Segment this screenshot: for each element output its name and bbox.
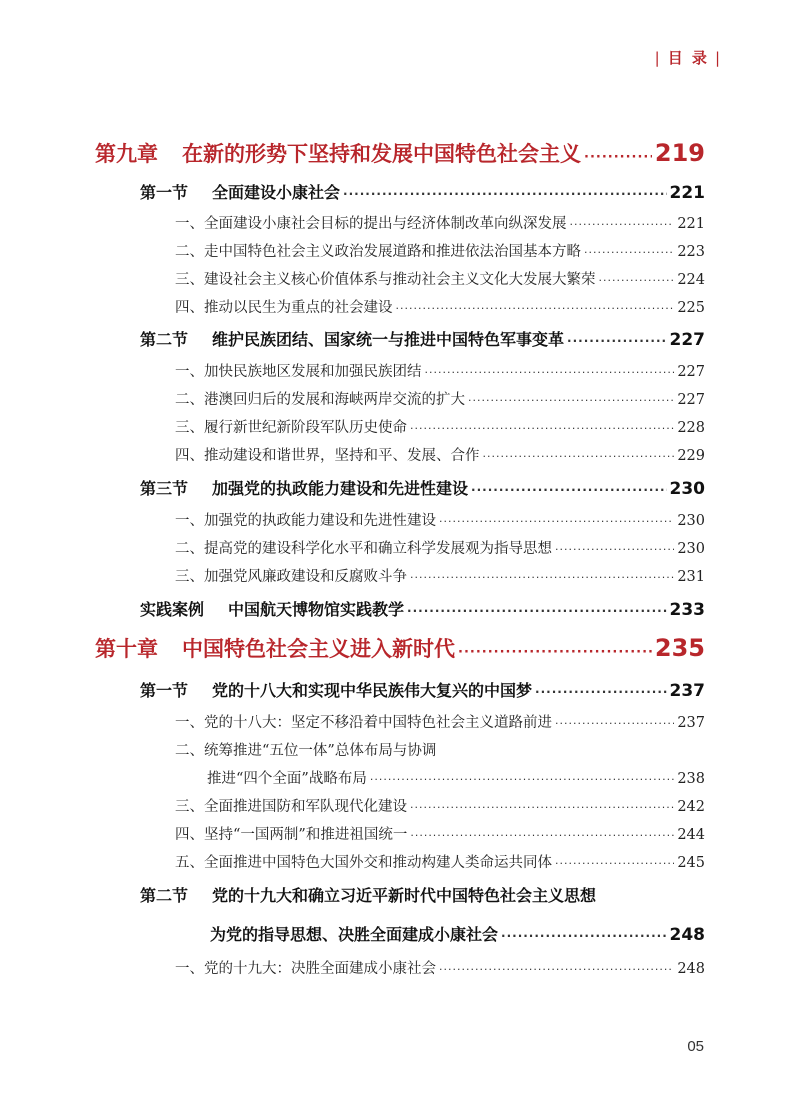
- item-title: 一、党的十八大：坚定不移沿着中国特色社会主义道路前进: [175, 715, 552, 731]
- item-entry[interactable]: [0, 795, 800, 816]
- section-title-line2: 为党的指导思想、决胜全面建成小康社会: [210, 925, 499, 944]
- section-entry[interactable]: [0, 922, 800, 945]
- section-entry[interactable]: [0, 678, 800, 701]
- leader-dots: [471, 483, 666, 497]
- leader-dots: [410, 571, 674, 584]
- leader-dots: [410, 801, 674, 814]
- item-page: 224: [677, 272, 705, 288]
- item-entry[interactable]: [0, 388, 800, 409]
- item-title: 二、走中国特色社会主义政治发展道路和推进依法治国基本方略: [175, 244, 581, 260]
- leader-dots: [407, 604, 666, 618]
- chapter-label: 第十章: [95, 637, 158, 661]
- item-title: 三、全面推进国防和军队现代化建设: [175, 799, 407, 815]
- item-page: 245: [677, 855, 705, 871]
- case-label: 实践案例: [140, 600, 205, 619]
- chapter-label: 第九章: [95, 142, 158, 166]
- item-page: 230: [677, 513, 705, 529]
- item-title: 推进“四个全面”战略布局: [207, 771, 367, 787]
- case-title: 中国航天博物馆实践教学: [228, 600, 405, 619]
- item-entry[interactable]: [0, 711, 800, 732]
- item-entry[interactable]: [0, 268, 800, 289]
- item-entry[interactable]: [0, 509, 800, 530]
- section-title: 加强党的执政能力建设和先进性建设: [212, 479, 469, 498]
- leader-dots: [570, 218, 675, 231]
- leader-dots: [555, 717, 674, 730]
- item-page: 242: [677, 799, 705, 815]
- leader-dots: [567, 334, 666, 348]
- item-page: 223: [677, 244, 705, 260]
- section-page: 227: [669, 330, 705, 350]
- section-title: 党的十八大和实现中华民族伟大复兴的中国梦: [212, 681, 533, 700]
- item-page: 227: [677, 364, 705, 380]
- header-mark: | 目 录 |: [654, 49, 722, 67]
- leader-dots: [483, 450, 675, 463]
- case-entry[interactable]: [0, 597, 800, 620]
- item-page: 248: [677, 961, 705, 977]
- section-heading-line1[interactable]: [140, 883, 596, 906]
- item-title: 二、港澳回归后的发展和海峡两岸交流的扩大: [175, 392, 465, 408]
- chapter-9-entry[interactable]: [0, 138, 800, 168]
- section-label: 第三节: [140, 479, 189, 498]
- item-title: 四、坚持“一国两制”和推进祖国统一: [175, 827, 408, 843]
- section-page: 248: [669, 925, 705, 945]
- leader-dots: [410, 829, 674, 842]
- item-page: 238: [677, 771, 705, 787]
- section-entry[interactable]: [0, 327, 800, 350]
- item-title: 五、全面推进中国特色大国外交和推动构建人类命运共同体: [175, 855, 552, 871]
- chapter-10-entry[interactable]: [0, 633, 800, 663]
- item-page: 231: [677, 569, 705, 585]
- section-title: 维护民族团结、国家统一与推进中国特色军事变革: [212, 330, 565, 349]
- item-title: 四、推动以民生为重点的社会建设: [175, 300, 393, 316]
- leader-dots: [396, 302, 675, 315]
- item-entry[interactable]: [0, 565, 800, 586]
- item-page: 244: [677, 827, 705, 843]
- item-entry[interactable]: [0, 851, 800, 872]
- item-page: 221: [677, 216, 705, 232]
- item-entry[interactable]: [0, 823, 800, 844]
- item-entry[interactable]: [0, 416, 800, 437]
- item-title-line1[interactable]: 二、统筹推进“五位一体”总体布局与协调: [175, 743, 437, 759]
- leader-dots: [599, 274, 675, 287]
- item-title: 三、建设社会主义核心价值体系与推动社会主义文化大发展大繁荣: [175, 272, 596, 288]
- item-title: 一、党的十九大：决胜全面建成小康社会: [175, 961, 436, 977]
- chapter-title: 中国特色社会主义进入新时代: [182, 637, 455, 661]
- item-title: 二、提高党的建设科学化水平和确立科学发展观为指导思想: [175, 541, 552, 557]
- item-entry[interactable]: [0, 360, 800, 381]
- chapter-title: 在新的形势下坚持和发展中国特色社会主义: [182, 142, 581, 166]
- item-title: 一、加强党的执政能力建设和先进性建设: [175, 513, 436, 529]
- section-entry[interactable]: [0, 180, 800, 203]
- section-label: 第一节: [140, 183, 189, 202]
- section-label: 第二节: [140, 330, 189, 349]
- leader-dots: [584, 246, 674, 259]
- header-label: 目 录: [667, 49, 709, 67]
- leader-dots: [425, 366, 675, 379]
- section-page: 237: [669, 681, 705, 701]
- leader-dots: [535, 685, 666, 699]
- section-label: 第一节: [140, 681, 189, 700]
- leader-dots: [370, 773, 674, 786]
- leader-dots: [501, 929, 666, 943]
- leader-dots: [439, 515, 674, 528]
- item-entry[interactable]: [0, 240, 800, 261]
- chapter-page: 235: [654, 634, 705, 662]
- item-entry[interactable]: [0, 767, 800, 788]
- leader-dots: [555, 857, 674, 870]
- item-entry[interactable]: [0, 212, 800, 233]
- leader-dots: [458, 645, 652, 660]
- item-title: 一、全面建设小康社会目标的提出与经济体制改革向纵深发展: [175, 216, 567, 232]
- chapter-page: 219: [654, 139, 705, 167]
- item-title: 四、推动建设和谐世界，坚持和平、发展、合作: [175, 448, 480, 464]
- item-page: 227: [677, 392, 705, 408]
- section-title: 党的十九大和确立习近平新时代中国特色社会主义思想: [212, 886, 597, 905]
- item-page: 225: [677, 300, 705, 316]
- leader-dots: [439, 963, 674, 976]
- item-page: 229: [677, 448, 705, 464]
- item-entry[interactable]: [0, 444, 800, 465]
- item-title: 三、加强党风廉政建设和反腐败斗争: [175, 569, 407, 585]
- section-title: 全面建设小康社会: [212, 183, 341, 202]
- item-page: 228: [677, 420, 705, 436]
- item-entry[interactable]: [0, 957, 800, 978]
- section-label: 第二节: [140, 886, 189, 905]
- leader-dots: [584, 150, 652, 165]
- leader-dots: [555, 543, 674, 556]
- item-page: 237: [677, 715, 705, 731]
- item-page: 230: [677, 541, 705, 557]
- item-title: 一、加快民族地区发展和加强民族团结: [175, 364, 422, 380]
- item-entry[interactable]: [0, 296, 800, 317]
- case-page: 233: [669, 600, 705, 620]
- section-entry[interactable]: [0, 476, 800, 499]
- item-title: 三、履行新世纪新阶段军队历史使命: [175, 420, 407, 436]
- leader-dots: [343, 187, 666, 201]
- leader-dots: [468, 394, 674, 407]
- page-number: 05: [687, 1038, 704, 1055]
- section-page: 221: [669, 183, 705, 203]
- section-page: 230: [669, 479, 705, 499]
- item-entry[interactable]: [0, 537, 800, 558]
- leader-dots: [410, 422, 674, 435]
